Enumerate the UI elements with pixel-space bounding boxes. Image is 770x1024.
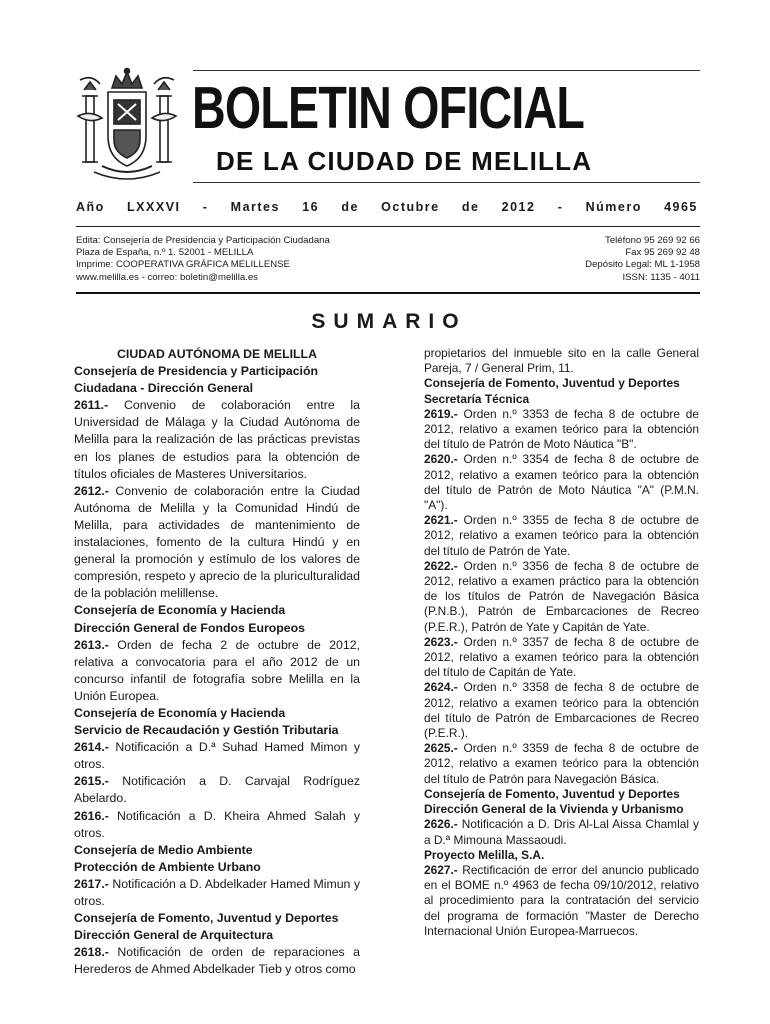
entry-text: Orden n.º 3358 de fecha 8 de octubre de 2012, relativo a examen teórico para la obtención del título de Patrón de Embarcaciones de Recreo (P.E.R.). <box>424 680 699 741</box>
issue-word: Martes <box>230 200 280 214</box>
issue-line <box>76 200 698 214</box>
entry-text: Convenio de colaboración entre la Universidad de Málaga y la Ciudad Autónoma de Melilla para la realización de las prácticas previstas en los planes de estudios para la obtención de títulos oficiales de Masteres Universitarios. <box>74 398 360 481</box>
bulletin-title: BOLETIN OFICIAL <box>192 75 585 141</box>
entry-number: 2618.- <box>74 945 109 960</box>
issue-word: - <box>202 200 209 214</box>
summary-entry <box>424 817 699 847</box>
department-subheading: Dirección General de Arquitectura <box>74 928 274 943</box>
publisher-line: Imprime: COOPERATIVA GRÁFICA MELILLENSE <box>76 259 290 271</box>
entry-text: Convenio de colaboración entre la Ciudad Autónoma de Melilla y la Comunidad Hindú de Melilla, para actividades de mantenimiento de instalaciones, fomento de la cultura Hindú y en general la promoción y estímulo de los valores de compresión, respeto y aprecio de la pluriculturalidad de la población melillense. <box>74 483 360 601</box>
entry-text: Orden n.º 3354 de fecha 8 de octubre de 2012, relativo a examen teórico para la obtención del título de Patrón de Moto Náutica "A" (P.M.N. "A"). <box>424 452 699 513</box>
issue-word: de <box>341 200 359 214</box>
entry-number: 2613.- <box>74 637 109 652</box>
melilla-coat-of-arms-icon <box>72 66 182 184</box>
entry-text: Orden n.º 3357 de fecha 8 de octubre de 2012, relativo a examen teórico para la obtención del título de Capitán de Yate. <box>424 634 699 680</box>
entry-number: 2625.- <box>424 741 458 756</box>
entry-number: 2615.- <box>74 774 109 789</box>
entry-number: 2612.- <box>74 483 109 498</box>
department-heading: Consejería de Fomento, Juventud y Deportes <box>74 911 339 926</box>
summary-entry <box>74 876 360 910</box>
header-mid-rule <box>193 182 700 183</box>
entry-text: Notificación a D. Kheira Ahmed Salah y otros. <box>74 808 360 840</box>
department-subheading: Protección de Ambiente Urbano <box>74 859 261 874</box>
entry-text: Orden n.º 3356 de fecha 8 de octubre de 2012, relativo a examen práctico para la obtención de los títulos de Patrón de Navegación Básica (P.N.B.), Patrón de Embarcaciones de Recreo (P.E.R.), Patrón de Yate y Capitán de Yate. <box>424 558 699 634</box>
entry-number: 2627.- <box>424 862 458 877</box>
summary-left-column <box>74 346 360 978</box>
issue-word: Año <box>76 200 105 214</box>
summary-entry <box>424 680 699 741</box>
header-bottom-rule <box>76 292 700 294</box>
publisher-line: www.melilla.es - correo: boletin@melilla.es <box>76 271 258 283</box>
publisher-line: Edita: Consejería de Presidencia y Participación Ciudadana <box>76 235 330 246</box>
entry-number: 2622.- <box>424 558 458 573</box>
summary-entry <box>74 397 360 482</box>
entry-number: 2611.- <box>74 398 109 413</box>
summary-entry <box>424 635 699 681</box>
contact-line: ISSN: 1135 - 4011 <box>622 271 700 283</box>
summary-entry <box>74 739 360 773</box>
issue-word: 16 <box>302 200 320 214</box>
issue-word: Número <box>585 200 642 214</box>
summary-right-column <box>424 346 699 939</box>
entry-number: 2616.- <box>74 808 109 823</box>
contact-line: Teléfono 95 269 92 66 <box>605 235 700 246</box>
summary-entry <box>424 407 699 453</box>
summary-entry <box>424 741 699 787</box>
department-heading: Consejería de Medio Ambiente <box>74 842 253 857</box>
department-heading: Consejería de Fomento, Juventud y Deportes <box>424 376 680 391</box>
entry-text: Rectificación de error del anuncio publicado en el BOME n.º 4963 de fecha 09/10/2012, relativo al procedimiento para la contratación del servicio del programa de formación "Master de Derecho Internacional Unión Europea-Marruecos. <box>424 862 699 938</box>
entry-text: Notificación de orden de reparaciones a Herederos de Ahmed Abdelkader Tieb y otros como <box>74 945 360 977</box>
entry-text: Notificación a D. Abdelkader Hamed Mimun y otros. <box>74 876 360 908</box>
entry-number: 2624.- <box>424 680 458 695</box>
entry-number: 2617.- <box>74 876 109 891</box>
department-heading: Consejería de Economía y Hacienda <box>74 603 286 618</box>
department-heading: Consejería de Fomento, Juventud y Deportes <box>424 786 680 801</box>
summary-entry <box>424 863 699 939</box>
summary-entry <box>424 513 699 559</box>
summary-entry <box>424 452 699 513</box>
issue-rule <box>76 226 700 227</box>
bulletin-subtitle: DE LA CIUDAD DE MELILLA <box>216 146 593 176</box>
department-subheading: Dirección General de Fondos Europeos <box>74 620 305 635</box>
sumario-heading: SUMARIO <box>311 310 467 333</box>
issue-word: LXXXVI <box>127 200 181 214</box>
department-subheading: Servicio de Recaudación y Gestión Tributaria <box>74 723 339 738</box>
issue-word: 2012 <box>501 200 536 214</box>
entry-text: Notificación a D. Carvajal Rodríguez Abelardo. <box>74 774 360 806</box>
section-heading: CIUDAD AUTÓNOMA DE MELILLA <box>117 347 317 361</box>
department-heading: Consejería de Presidencia y Participación Ciudadana - Dirección General <box>74 364 318 396</box>
entry-number: 2620.- <box>424 452 458 467</box>
entry-text: Orden de fecha 2 de octubre de 2012, relativa a convocatoria para el año 2012 de un concurso infantil de fotografía sobre Melilla en la Unión Europea. <box>74 637 360 703</box>
entry-text: Orden n.º 3353 de fecha 8 de octubre de 2012, relativo a examen teórico para la obtención del título de Patrón de Moto Náutica "B". <box>424 406 699 452</box>
summary-entry <box>74 808 360 842</box>
contact-line: Depósito Legal: ML 1-1958 <box>585 259 700 271</box>
contact-info <box>585 235 700 284</box>
issue-word: Octubre <box>381 200 440 214</box>
entry-text: Notificación a D.ª Suhad Hamed Mimon y otros. <box>74 740 360 772</box>
entry-number: 2619.- <box>424 406 458 421</box>
department-subheading: Dirección General de la Vivienda y Urbanismo <box>424 802 684 817</box>
entry-text: Orden n.º 3355 de fecha 8 de octubre de 2012, relativo a examen teórico para la obtención del título de Patrón de Yate. <box>424 513 699 558</box>
department-subheading: Secretaría Técnica <box>424 391 530 406</box>
entry-number: 2621.- <box>424 513 458 528</box>
publisher-line: Plaza de España, n.º 1. 52001 - MELILLA <box>76 247 254 259</box>
issue-word: de <box>461 200 480 214</box>
department-heading: Consejería de Economía y Hacienda <box>74 705 286 720</box>
entry-number: 2614.- <box>74 740 109 755</box>
summary-entry <box>74 773 360 807</box>
summary-entry <box>74 637 360 705</box>
issue-word: - <box>557 200 564 214</box>
summary-entry <box>74 483 360 603</box>
publisher-info <box>76 235 330 284</box>
issue-word: 4965 <box>664 200 698 214</box>
summary-entry <box>74 944 360 978</box>
summary-entry <box>424 559 699 635</box>
entry-text: Notificación a D. Dris Al-Lal Aissa Chamlal y a D.ª Mimouna Massaoudi. <box>424 817 699 847</box>
entry-number: 2623.- <box>424 634 458 649</box>
entry-number: 2626.- <box>424 817 458 832</box>
department-heading: Proyecto Melilla, S.A. <box>424 847 545 862</box>
header-top-rule <box>193 70 700 71</box>
entry-continuation: propietarios del inmueble sito en la calle General Pareja, 7 / General Prim, 11. <box>424 346 699 376</box>
contact-line: Fax 95 269 92 48 <box>625 247 700 259</box>
entry-text: Orden n.º 3359 de fecha 8 de octubre de 2012, relativo a examen teórico para la obtención del título de Patrón para Navegación Básica. <box>424 741 699 786</box>
